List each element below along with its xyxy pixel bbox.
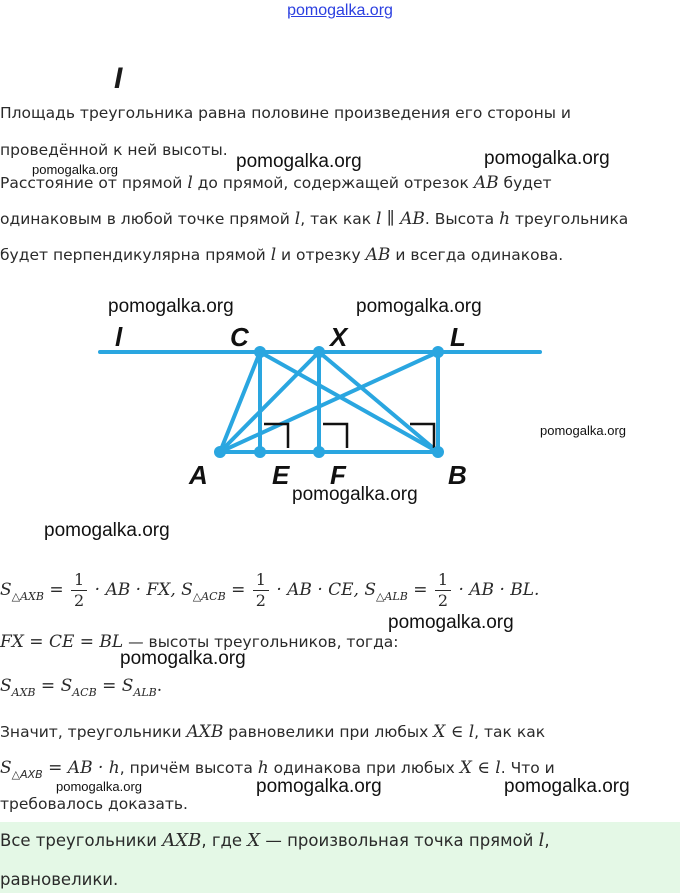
label-E: E xyxy=(272,460,290,490)
watermark: pomogalka.org xyxy=(120,648,246,669)
label-B: B xyxy=(448,460,467,490)
point-B xyxy=(432,446,444,458)
paragraph1-line2: проведённой к ней высоты. xyxy=(0,141,228,159)
watermark: pomogalka.org xyxy=(504,776,630,797)
point-X xyxy=(313,346,325,358)
heights-equality: FX = CE = BL — высоты треугольников, тогда: xyxy=(0,632,399,652)
point-C xyxy=(254,346,266,358)
conclusion-line3: требовалось доказать. xyxy=(0,795,188,813)
right-angle-F xyxy=(323,424,347,448)
watermark: pomogalka.org xyxy=(56,779,142,794)
watermark: pomogalka.org xyxy=(540,423,626,438)
answer-line2: равновелики. xyxy=(0,870,119,889)
watermark: pomogalka.org xyxy=(108,296,234,317)
area-equality: $S_{AXB} = S_{ACB} = S_{ALB}$. xyxy=(0,676,163,699)
watermark: pomogalka.org xyxy=(256,776,382,797)
conclusion-line2: $S_{\triangle AXB}$ = AB · h, причём высота h одинакова при любых X ∈ l. Что и xyxy=(0,758,555,781)
segment-AX xyxy=(220,352,319,452)
watermark: pomogalka.org xyxy=(484,148,610,169)
watermark: pomogalka.org xyxy=(44,520,170,541)
area-formulas: $S_{\triangle AXB}$ = $\frac{1}{2}$ · AB · FX, $S_{\triangle ACB}$ = $\frac{1}{2}$ · AB · CE, $S_{\triangle ALB}$ = $\frac{1}{2}$ · AB · BL. xyxy=(0,570,540,610)
paragraph2-line1: Расстояние от прямой l до прямой, содержащей отрезок AB будет xyxy=(0,173,552,193)
label-X: X xyxy=(330,322,348,352)
label-F: F xyxy=(330,460,346,490)
answer-line1: Все треугольники AXB, где X — произвольная точка прямой l, xyxy=(0,830,550,851)
watermark: pomogalka.org xyxy=(356,296,482,317)
watermark: pomogalka.org xyxy=(388,612,514,633)
label-C: C xyxy=(230,322,249,352)
point-F xyxy=(313,446,325,458)
label-A: A xyxy=(189,460,208,490)
site-link[interactable]: pomogalka.org xyxy=(287,2,393,19)
section-heading: I xyxy=(114,62,123,95)
segment-BX xyxy=(319,352,438,452)
point-E xyxy=(254,446,266,458)
watermark: pomogalka.org xyxy=(32,162,118,177)
conclusion-line1: Значит, треугольники AXB равновелики при любых X ∈ l, так как xyxy=(0,722,546,742)
label-l: l xyxy=(115,322,123,352)
paragraph2-line2: одинаковым в любой точке прямой l, так как l ∥ AB. Высота h треугольника xyxy=(0,209,629,229)
watermark: pomogalka.org xyxy=(292,484,418,505)
point-A xyxy=(214,446,226,458)
segment-BC xyxy=(260,352,438,452)
watermark: pomogalka.org xyxy=(236,151,362,172)
point-L xyxy=(432,346,444,358)
label-L: L xyxy=(450,322,466,352)
paragraph1-line1: Площадь треугольника равна половине произведения его стороны и xyxy=(0,104,571,122)
paragraph2-line3: будет перпендикулярна прямой l и отрезку AB и всегда одинакова. xyxy=(0,245,564,265)
